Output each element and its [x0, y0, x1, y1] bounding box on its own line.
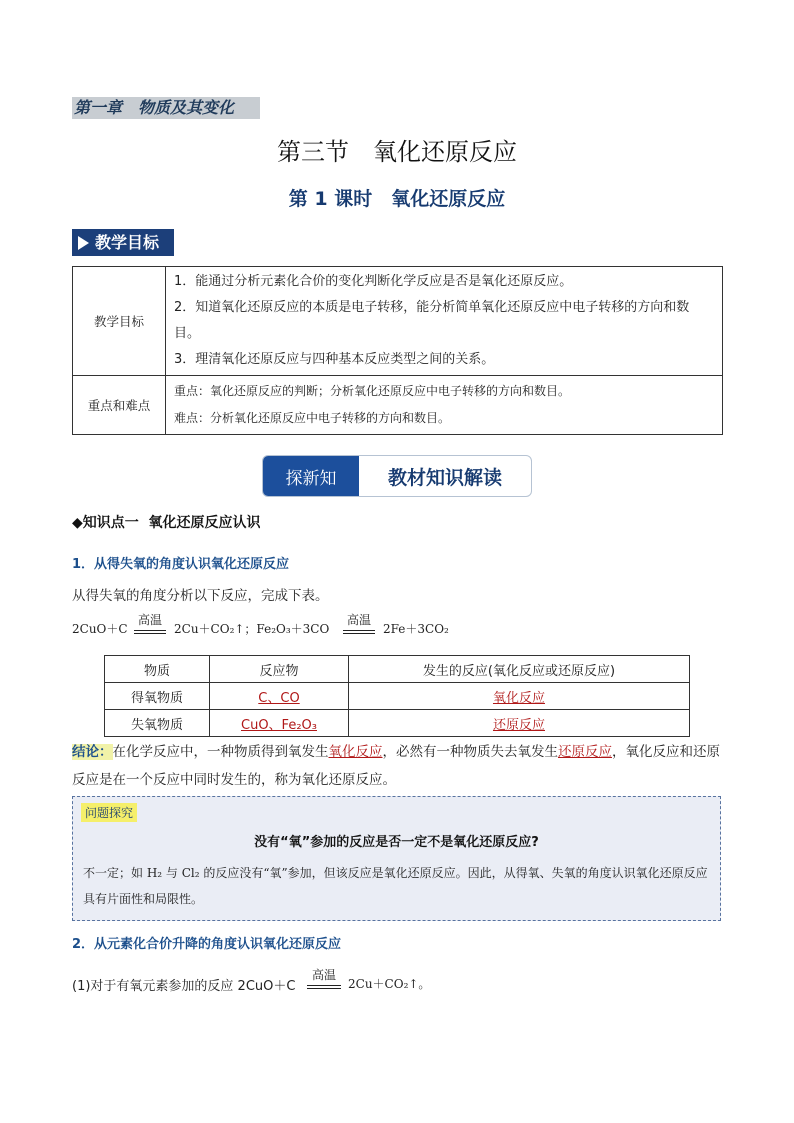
table-row — [105, 710, 690, 737]
paragraph-2: (1)对于有氧元素参加的反应 2CuO＋C — [72, 979, 296, 994]
table-cell: 得氧物质 — [105, 683, 210, 710]
explore-box — [72, 796, 721, 921]
goals-tag — [72, 229, 174, 256]
answer-text: CuO、Fe₂O₃ — [241, 717, 317, 733]
paragraph-2-tail: 2Cu＋CO₂↑。 — [348, 977, 431, 991]
condition-label: 高温 — [346, 613, 371, 627]
lesson-title: 第 1 课时 氧化还原反应 — [288, 188, 506, 210]
key-point-item: 难点：分析氧化还原反应中电子转移的方向和数目。 — [174, 411, 451, 425]
section-title: 第三节 氧化还原反应 — [277, 138, 517, 166]
goal-item: 3．理清氧化还原反应与四种基本反应类型之间的关系。 — [174, 352, 495, 367]
condition-label: 高温 — [311, 968, 336, 982]
subheading-1: 1．从得失氧的角度认识氧化还原反应 — [72, 557, 290, 572]
section-banner — [262, 455, 532, 497]
equals-bars — [134, 630, 166, 634]
equation-left-1: 2CuO＋C — [72, 622, 128, 636]
conclusion-answer: 氧化反应 — [328, 744, 383, 760]
answer-text: C、CO — [258, 690, 300, 706]
chapter-heading: 第一章 物质及其变化 — [72, 97, 260, 119]
table-cell — [210, 710, 349, 737]
explore-question: 没有“氧”参加的反应是否一定不是氧化还原反应? — [254, 835, 539, 850]
subheading-2: 2．从元素化合价升降的角度认识氧化还原反应 — [72, 937, 342, 952]
table-cell — [349, 683, 690, 710]
answer-text: 还原反应 — [492, 717, 545, 733]
goal-item: 1．能通过分析元素化合价的变化判断化学反应是否是氧化还原反应。 — [174, 274, 573, 289]
table-header: 物质 — [105, 656, 210, 683]
table-header: 发生的反应(氧化反应或还原反应) — [349, 656, 690, 683]
table-cell: 失氧物质 — [105, 710, 210, 737]
goals-table — [72, 266, 723, 435]
goal-item: 2．知道氧化还原反应的本质是电子转移，能分析简单氧化还原反应中电子转移的方向和数目。 — [174, 300, 690, 341]
key-points-head: 重点和难点 — [73, 376, 166, 435]
knowledge-point-heading: ◆知识点一 氧化还原反应认识 — [72, 515, 261, 531]
reaction-table — [104, 655, 690, 737]
table-header-row — [105, 656, 690, 683]
answer-text: 氧化反应 — [492, 690, 545, 706]
arrow-right-icon — [78, 236, 89, 250]
paragraph-1: 从得失氧的角度分析以下反应，完成下表。 — [72, 588, 329, 604]
conclusion-paragraph — [72, 738, 724, 794]
key-point-item: 重点：氧化还原反应的判断；分析氧化还原反应中电子转移的方向和数目。 — [174, 384, 571, 398]
conclusion-label: 结论： — [72, 744, 113, 760]
table-header: 反应物 — [210, 656, 349, 683]
banner-left-label: 探新知 — [263, 456, 359, 496]
equation-right-1: 2Cu＋CO₂↑；Fe₂O₃＋3CO — [174, 622, 330, 636]
equation-right-2: 2Fe＋3CO₂ — [383, 622, 449, 636]
equals-bars — [307, 985, 341, 989]
equals-bars — [343, 630, 375, 634]
table-cell — [210, 683, 349, 710]
conclusion-text: ，必然有一种物质失去氧发生 — [382, 744, 558, 760]
explore-tag: 问题探究 — [81, 803, 137, 822]
conclusion-text: 在化学反应中，一种物质得到氧发生 — [112, 744, 329, 760]
reaction-condition — [343, 611, 375, 634]
conclusion-answer: 还原反应 — [558, 744, 612, 760]
explore-answer: 不一定；如 H₂ 与 Cl₂ 的反应没有“氧”参加，但该反应是氧化还原反应。因此，从得氧、失氧的角度认识氧化还原反应具有片面性和局限性。 — [83, 866, 708, 906]
condition-label: 高温 — [137, 613, 162, 627]
goals-row — [73, 267, 723, 376]
goals-row-body — [166, 267, 723, 376]
goals-row-head: 教学目标 — [73, 267, 166, 376]
goals-tag-label: 教学目标 — [95, 233, 160, 252]
key-points-row — [73, 376, 723, 435]
banner-right-label: 教材知识解读 — [387, 466, 502, 489]
reaction-condition — [134, 611, 166, 634]
reaction-condition — [307, 966, 341, 989]
table-cell — [349, 710, 690, 737]
table-row — [105, 683, 690, 710]
conclusion-text: ，氧化反应和还原反应是在一个反应中同时发生的，称为氧化还原反应。 — [72, 744, 720, 788]
key-points-body — [166, 376, 723, 435]
